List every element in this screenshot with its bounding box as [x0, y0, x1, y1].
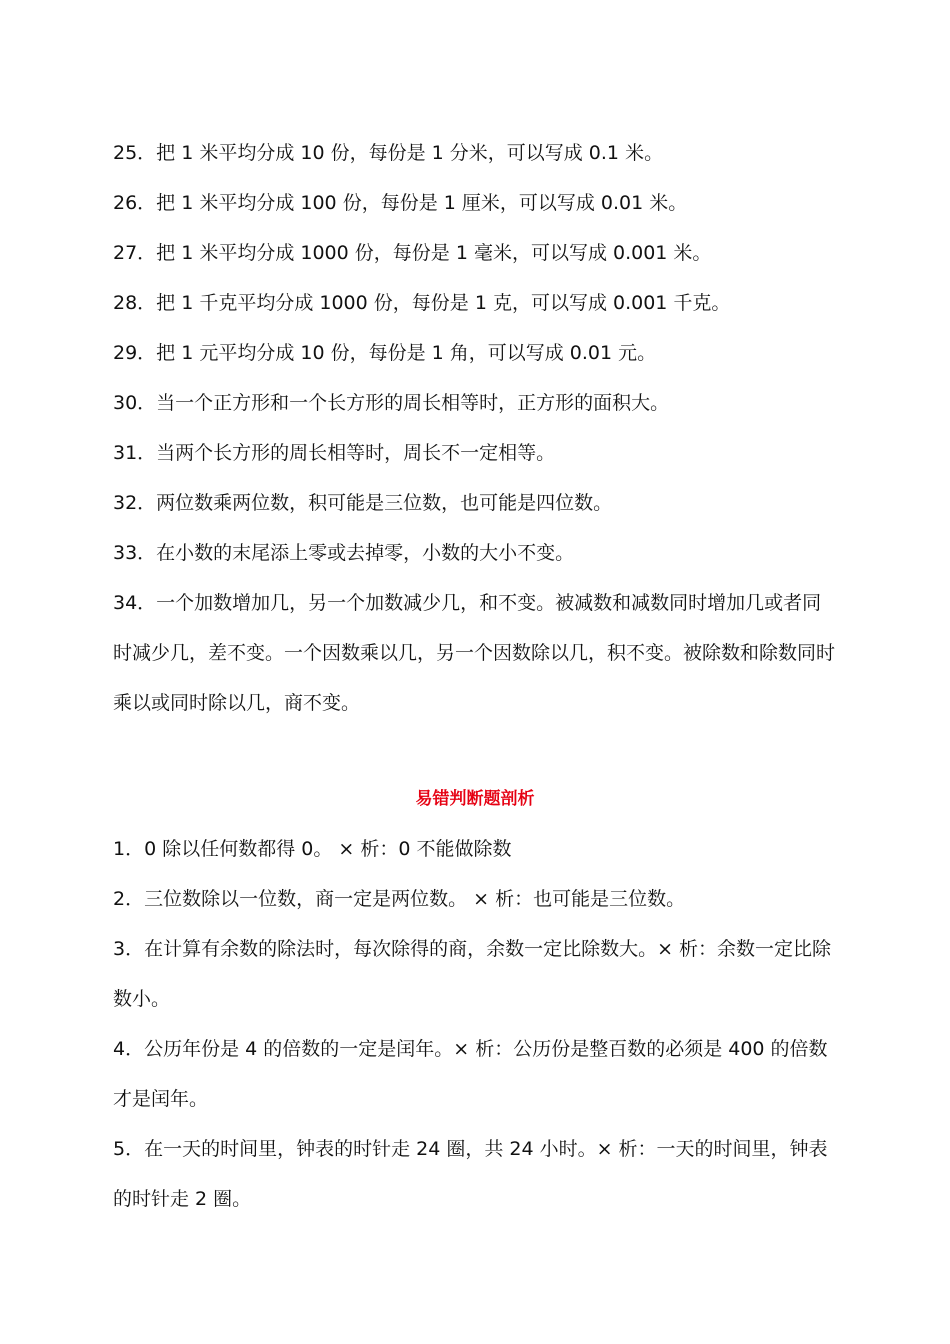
list-item: 33．在小数的末尾添上零或去掉零，小数的大小不变。 — [113, 542, 575, 564]
document-content — [113, 128, 837, 1224]
section-spacer — [113, 728, 837, 774]
list-item: 27．把 1 米平均分成 1000 份，每份是 1 毫米，可以写成 0.001 米。 — [113, 242, 712, 264]
list-item: 30．当一个正方形和一个长方形的周长相等时，正方形的面积大。 — [113, 392, 670, 414]
list-item: 2．三位数除以一位数，商一定是两位数。 × 析：也可能是三位数。 — [113, 888, 686, 910]
list-item: 34．一个加数增加几，另一个加数减少几，和不变。被减数和减数同时增加几或者同时减少几，差不变。一个因数乘以几，另一个因数除以几，积不变。被除数和除数同时乘以或同时除以几，商不变。 — [113, 592, 836, 714]
list-item: 26．把 1 米平均分成 100 份，每份是 1 厘米，可以写成 0.01 米。 — [113, 192, 688, 214]
list-item: 4．公历年份是 4 的倍数的一定是闰年。× 析：公历份是整百数的必须是 400 的倍数才是闰年。 — [113, 1038, 828, 1110]
section-title: 易错判断题剖析 — [415, 789, 535, 809]
list-item: 28．把 1 千克平均分成 1000 份，每份是 1 克，可以写成 0.001 千克。 — [113, 292, 731, 314]
list-item: 31．当两个长方形的周长相等时，周长不一定相等。 — [113, 442, 556, 464]
list-item: 3．在计算有余数的除法时，每次除得的商，余数一定比除数大。× 析：余数一定比除数小。 — [113, 938, 832, 1010]
list-item: 25．把 1 米平均分成 10 份，每份是 1 分米，可以写成 0.1 米。 — [113, 142, 664, 164]
list-item: 1．0 除以任何数都得 0。 × 析：0 不能做除数 — [113, 838, 512, 860]
list-item: 5．在一天的时间里，钟表的时针走 24 圈，共 24 小时。× 析：一天的时间里，钟表的时针走 2 圈。 — [113, 1138, 828, 1210]
list-item: 32．两位数乘两位数，积可能是三位数，也可能是四位数。 — [113, 492, 613, 514]
list-item: 29．把 1 元平均分成 10 份，每份是 1 角，可以写成 0.01 元。 — [113, 342, 657, 364]
